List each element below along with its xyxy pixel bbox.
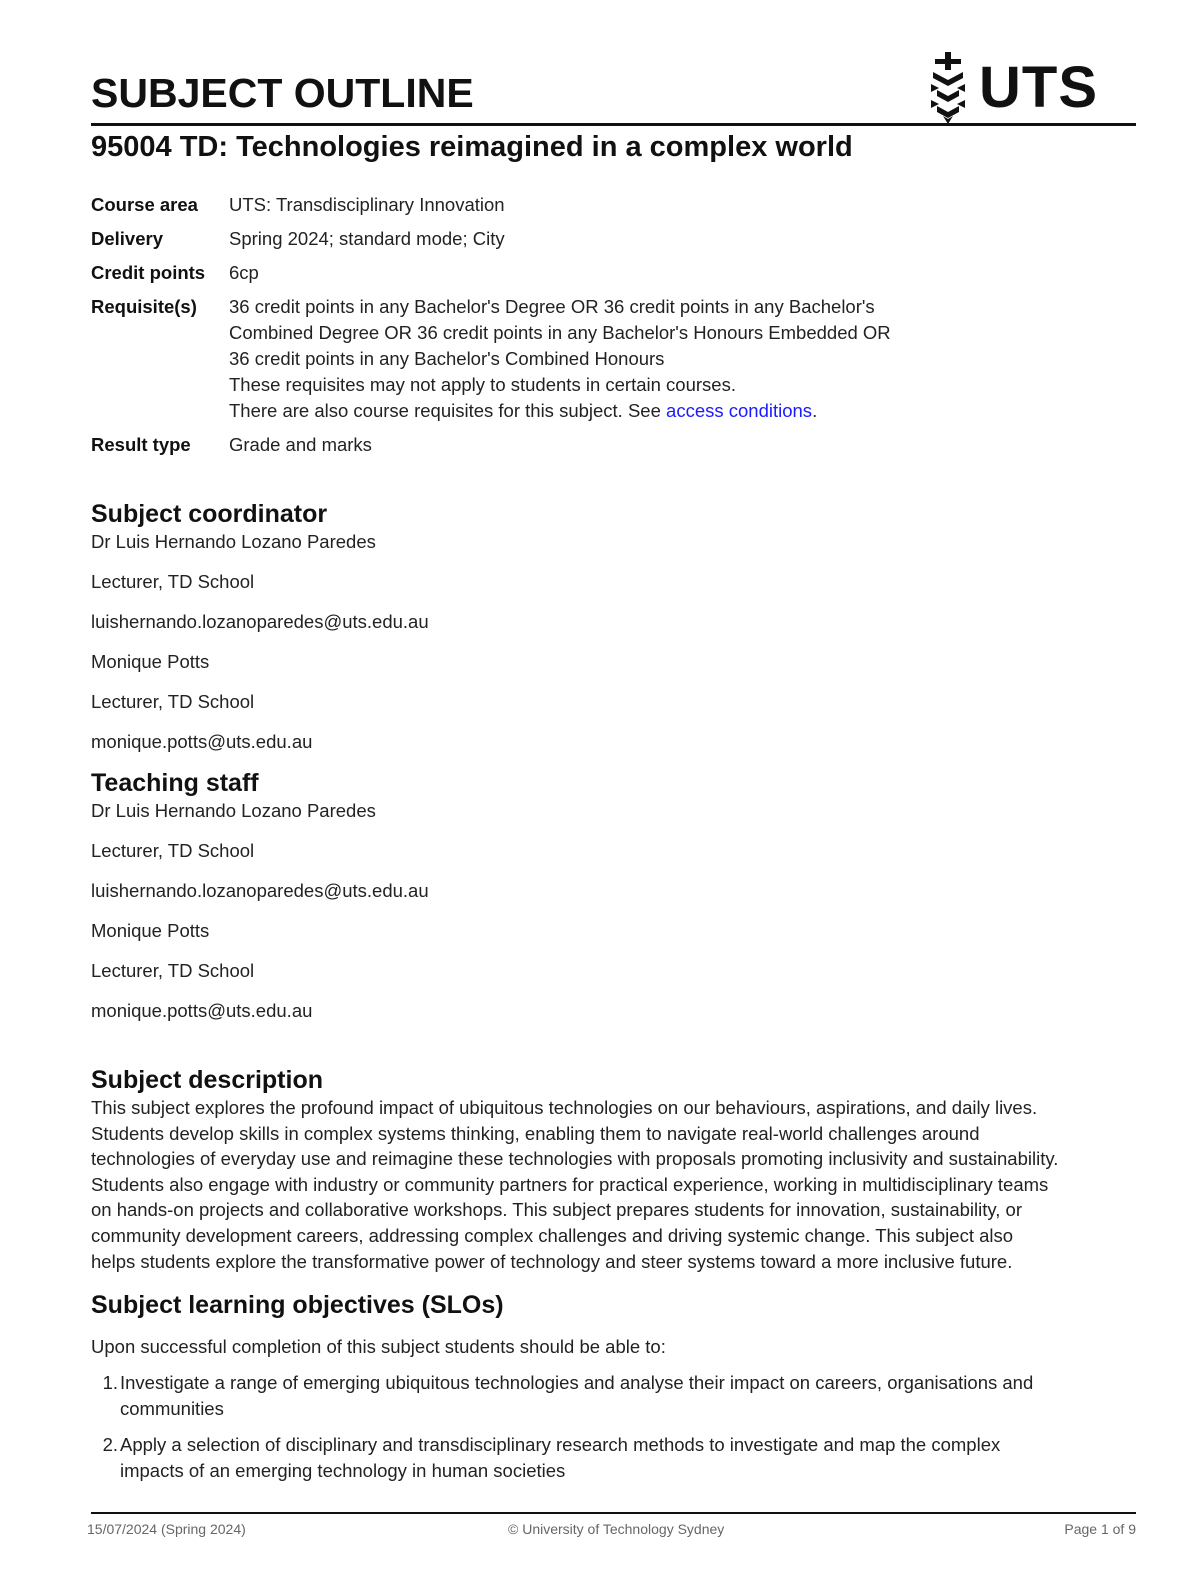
- info-value: UTS: Transdisciplinary Innovation: [229, 194, 505, 215]
- teaching-line: Dr Luis Hernando Lozano Paredes: [91, 800, 376, 821]
- teaching-staff-list: [91, 798, 429, 1038]
- info-label: Requisite(s): [91, 296, 197, 317]
- info-value: 6cp: [229, 262, 259, 283]
- info-row-result-type: [91, 432, 1091, 458]
- description-line: helps students explore the transformative power of technology and steer systems toward a more inclusive future.: [91, 1250, 1013, 1272]
- requisites-text: .: [812, 400, 818, 421]
- slo-line: Apply a selection of disciplinary and transdisciplinary research methods to investigate and map the complex: [120, 1434, 1001, 1455]
- info-label: Course area: [91, 194, 198, 215]
- coordinator-list: [91, 529, 429, 769]
- coordinator-line: Dr Luis Hernando Lozano Paredes: [91, 531, 376, 552]
- uts-logo: [927, 50, 1097, 124]
- coordinator-email: luishernando.lozanoparedes@uts.edu.au: [91, 611, 429, 632]
- requisites-line: 36 credit points in any Bachelor's Combined Honours: [229, 348, 665, 369]
- requisites-line: Combined Degree OR 36 credit points in any Bachelor's Honours Embedded OR: [229, 322, 891, 343]
- info-label: Delivery: [91, 228, 163, 249]
- info-label: Result type: [91, 434, 191, 455]
- access-conditions-link[interactable]: access conditions: [666, 400, 813, 421]
- info-value: Spring 2024; standard mode; City: [229, 228, 505, 249]
- description-line: Students also engage with industry or community partners for practical experience, working in multidisciplinary teams: [91, 1173, 1049, 1195]
- coordinator-email: monique.potts@uts.edu.au: [91, 731, 313, 752]
- slo-item: [91, 1432, 1136, 1484]
- info-row-requisites: [91, 294, 1091, 424]
- slo-text: [120, 1370, 1136, 1422]
- teaching-line: Lecturer, TD School: [91, 840, 255, 861]
- footer-page-number: Page 1 of 9: [1064, 1521, 1136, 1537]
- footer-divider: [91, 1512, 1136, 1514]
- footer-date: 15/07/2024 (Spring 2024): [87, 1521, 246, 1537]
- description-line: on hands-on projects and collaborative workshops. This subject prepares students for innovation, sustainability, or: [91, 1199, 1022, 1221]
- slo-line: communities: [120, 1398, 224, 1419]
- info-value: Grade and marks: [229, 434, 372, 455]
- document-title: SUBJECT OUTLINE: [91, 70, 474, 116]
- coordinator-line: Monique Potts: [91, 651, 210, 672]
- slo-number: 2.: [102, 1434, 118, 1455]
- uts-crest-icon: [927, 52, 971, 124]
- coordinator-line: Lecturer, TD School: [91, 691, 255, 712]
- requisites-line: 36 credit points in any Bachelor's Degree OR 36 credit points in any Bachelor's: [229, 296, 875, 317]
- info-row-credit-points: [91, 260, 1091, 286]
- description-line: Students develop skills in complex systems thinking, enabling them to navigate real-world challenges around: [91, 1122, 980, 1144]
- description-line: community development careers, addressing complex challenges and driving systemic change. This subject also: [91, 1224, 1014, 1246]
- slo-number: 1.: [102, 1372, 118, 1393]
- subject-title: 95004 TD: Technologies reimagined in a complex world: [91, 131, 853, 163]
- description-line: This subject explores the profound impact of ubiquitous technologies on our behaviours, aspirations, and daily lives.: [91, 1097, 1038, 1118]
- teaching-email: monique.potts@uts.edu.au: [91, 1000, 313, 1021]
- subject-info-table: [91, 192, 1091, 466]
- slo-intro: Upon successful completion of this subject students should be able to:: [91, 1336, 666, 1357]
- teaching-line: Monique Potts: [91, 920, 210, 941]
- coordinator-heading: Subject coordinator: [91, 500, 328, 528]
- slo-line: Investigate a range of emerging ubiquitous technologies and analyse their impact on careers, organisations and: [120, 1372, 1034, 1393]
- slo-line: impacts of an emerging technology in human societies: [120, 1460, 566, 1481]
- info-value: [229, 294, 1091, 424]
- slo-text: [120, 1432, 1136, 1484]
- slo-heading: Subject learning objectives (SLOs): [91, 1291, 504, 1319]
- info-row-course-area: [91, 192, 1091, 218]
- footer-copyright: © University of Technology Sydney: [508, 1521, 725, 1537]
- slo-item: [91, 1370, 1136, 1422]
- requisites-line: [229, 398, 1091, 424]
- teaching-email: luishernando.lozanoparedes@uts.edu.au: [91, 880, 429, 901]
- description-line: technologies of everyday use and reimagine these technologies with proposals promoting inclusivity and sustainability.: [91, 1148, 1059, 1170]
- teaching-staff-heading: Teaching staff: [91, 769, 259, 797]
- uts-logo-text: UTS: [979, 55, 1098, 120]
- teaching-line: Lecturer, TD School: [91, 960, 255, 981]
- slo-list: [91, 1370, 1136, 1494]
- description-heading: Subject description: [91, 1066, 323, 1094]
- requisites-line: These requisites may not apply to students in certain courses.: [229, 374, 736, 395]
- info-row-delivery: [91, 226, 1091, 252]
- requisites-text: There are also course requisites for this subject. See: [229, 400, 667, 421]
- coordinator-line: Lecturer, TD School: [91, 571, 255, 592]
- info-label: Credit points: [91, 262, 206, 283]
- description-text: [91, 1095, 1136, 1274]
- document-page: [87, 0, 1136, 1590]
- header-divider: [91, 123, 1136, 126]
